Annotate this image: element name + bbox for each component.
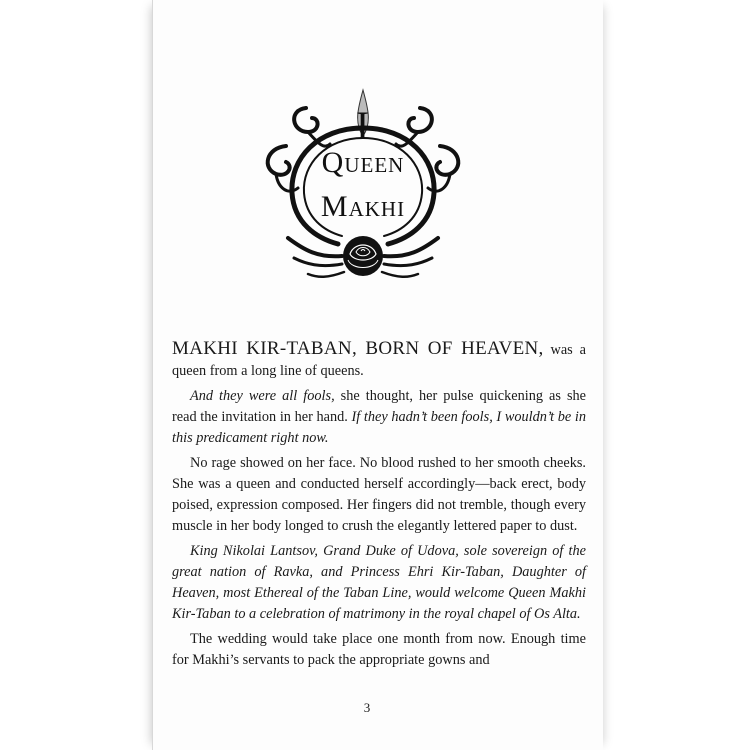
- thought-italic-b: If they hadn’t been fools, I wouldn’t be in this predicament right now.: [172, 409, 586, 446]
- page-number: 3: [363, 700, 371, 715]
- paragraph-2-text: she thought, her pulse quickening as she read the invitation in her hand.: [172, 388, 586, 425]
- chapter-number: I: [355, 103, 371, 148]
- paragraph-4-invitation: King Nikolai Lantsov, Grand Duke of Udova, sole sovereign of the great nation of Ravka, and Princess Ehri Kir-Taban, Daughter of Heaven, most Ethereal of the Taban Line, would welcome Queen Makhi Kir-Taban to a celebration of matrimony in the royal chapel of Os Alta.: [172, 543, 586, 622]
- thought-italic-a: And they were all fools,: [190, 388, 335, 404]
- paragraph-3: No rage showed on her face. No blood rushed to her smooth cheeks. She was a queen and conducted herself accordingly—back erect, body poised, expression composed. Her fingers did not tremble, though every muscle in her body longed to crush the elegantly lettered paper to dust.: [172, 455, 586, 534]
- chapter-body: [172, 338, 586, 675]
- paragraph-5: The wedding would take place one month from now. Enough time for Makhi’s servants to pack the appropriate gowns and: [172, 631, 586, 668]
- paragraph-1-text: was a queen from a long line of queens.: [172, 342, 586, 379]
- chapter-title-line-1: Queen: [321, 146, 405, 179]
- paragraph-2: [172, 386, 586, 449]
- chapter-title-line-2: Makhi: [320, 190, 406, 223]
- paragraph-1: [172, 338, 586, 382]
- opening-caps: MAKHI KIR-TABAN, BORN OF HEAVEN,: [172, 338, 544, 359]
